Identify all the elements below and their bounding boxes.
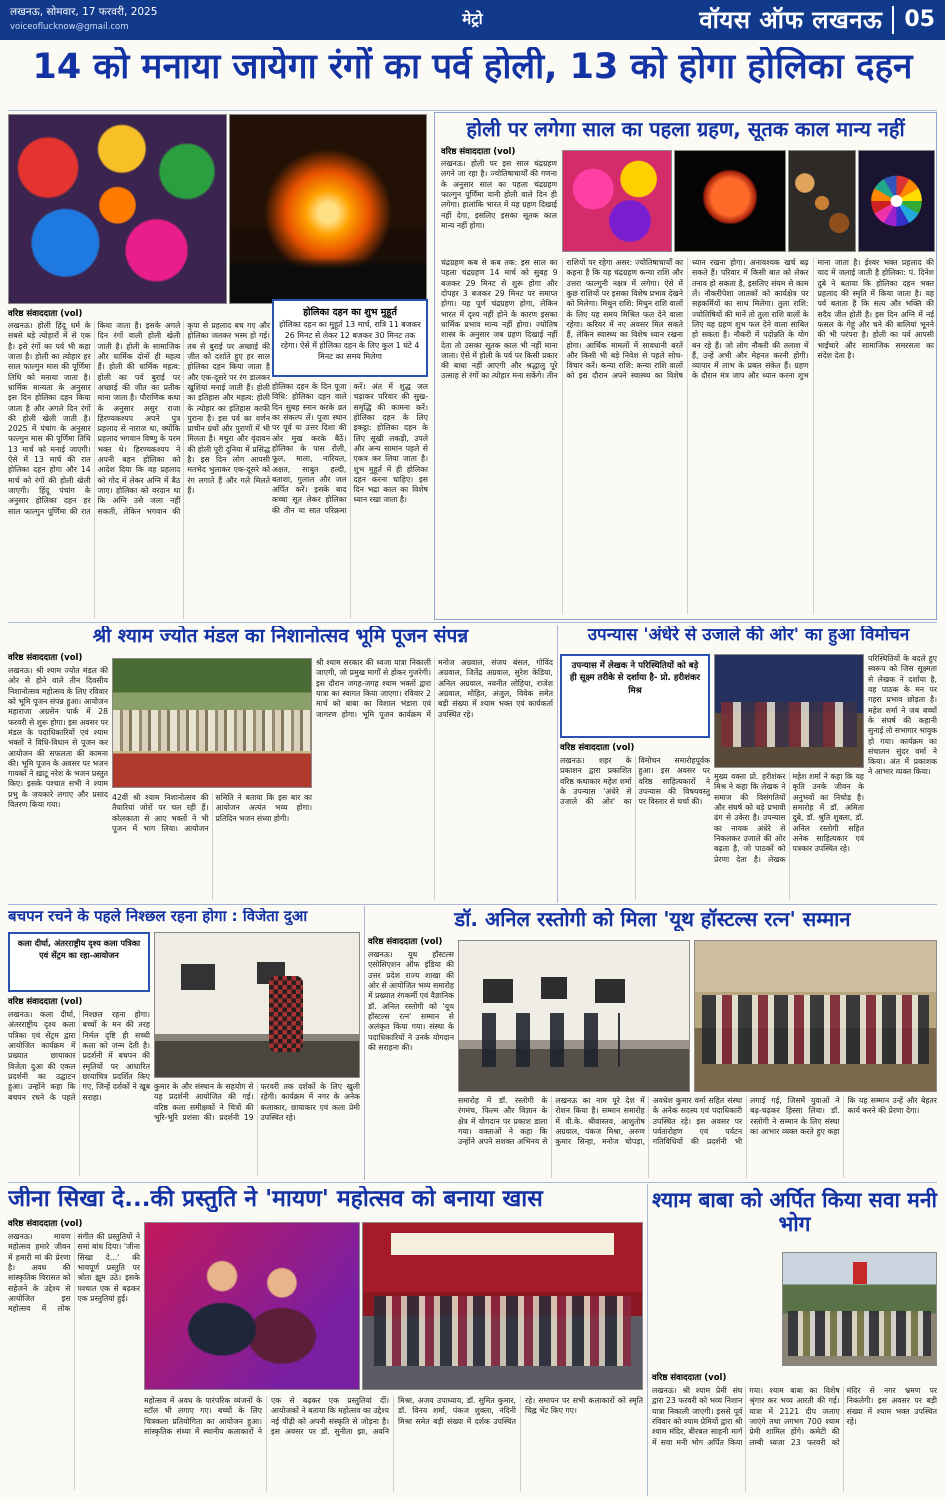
novel-quote-box bbox=[560, 654, 710, 738]
shyam-headline: श्याम बाबा को अर्पित किया सवा मनी भोग bbox=[652, 1188, 937, 1237]
eclipse-headline: होली पर लगेगा साल का पहला ग्रहण, सूतक काल मान्य नहीं bbox=[466, 118, 905, 141]
novel-col1: लखनऊ। शहर के प्रकाशन द्वारा प्रकाशित वरिष्ठ कथाकार महेश शर्मा के उपन्यास 'अंधेरे से उजाले की ओर' का विमोचन समारोहपूर्वक हुआ। इस अवसर पर वरिष्ठ साहित्यकारों ने उपन्यास की विषयवस्तु पर विस्तार से चर्चा की। bbox=[560, 756, 710, 807]
award-gallery-photo bbox=[458, 940, 690, 1092]
holi-colors-photo bbox=[8, 114, 227, 304]
pujan-byline: वरिष्ठ संवाददाता (vol) bbox=[8, 653, 83, 663]
vijeta-bottom: कुमार के और संस्थान के सहयोग से यह प्रदर्शनी आयोजित की गई। वरिष्ठ कला समीक्षकों ने चित्रों की भूरि-भूरि प्रशंसा की। प्रदर्शनी 19 फरवरी तक दर्शकों के लिए खुली रहेगी। कार्यक्रम में नगर के अनेक कलाकार, छायाकार एवं कला प्रेमी उपस्थित रहे। bbox=[154, 1082, 360, 1122]
novel-mid: मुख्य वक्ता प्रो. हरीशंकर मिश्र ने कहा कि लेखक ने समाज की विसंगतियों और संघर्ष को बड़े प्रभावी ढंग से उकेरा है। उपन्यास का नायक अंधेरे से निकलकर उजाले की ओर बढ़ता है, जो पाठकों को प्रेरणा देता है। लेखक महेश शर्मा ने कहा कि यह कृति उनके जीवन के अनुभवों का निचोड़ है। समारोह में डॉ. अमिता दुबे, डॉ. श्रुति शुक्ला, डॉ. अनिल रस्तोगी सहित अनेक साहित्यकार एवं पत्रकार उपस्थित रहे। bbox=[714, 772, 864, 864]
lead-body-right: होलिका दहन के दिन पूजा विधि: होलिका दहन वाले दिन सुबह स्नान करके व्रत का संकल्प लें। पूजा स्थान पर पूर्व या उत्तर दिशा की ओर मुख करके बैठें। होलिका के पास रोली, फूल, माला, नारियल, अक्षत, साबुत हल्दी, बताशा, गुलाल और जल अर्पित करें। इसके बाद कच्चा सूत लेकर होलिका की तीन या सात परिक्रमा करें। अंत में शुद्ध जल चढ़ाकर परिवार की सुख-समृद्धि की कामना करें। होलिका दहन के लिए इकट्ठा: होलिका दहन के लिए सूखी लकड़ी, उपले और अन्य सामान पहले से एकत्र कर लिया जाता है। शुभ मुहूर्त में ही होलिका दहन करना चाहिए। इस दिन भद्रा काल का विशेष ध्यान रखा जाता है। bbox=[272, 382, 428, 515]
novel-quote: उपन्यास में लेखक ने परिस्थितियों को बड़े ही सूक्ष्म तरीके से दर्शाया है- प्रो. हरीशंकर मिश्र bbox=[569, 661, 701, 696]
book-launch-photo bbox=[714, 654, 864, 768]
divider bbox=[647, 1184, 648, 1496]
eclipse-intro: लखनऊ। होली पर इस साल चंद्रग्रहण लगने जा रहा है। ज्योतिषाचार्यों की गणना के अनुसार साल का पहला चंद्रग्रहण फाल्गुन पूर्णिमा यानी होली वाले दिन ही लगेगा। हालांकि भारत में यह ग्रहण दिखाई नहीं देगा, इसलिए इसका सूतक काल मान्य नहीं होगा। bbox=[441, 159, 557, 230]
holi-paint-photo bbox=[562, 150, 672, 252]
eclipse-body: चंद्रग्रहण कब से कब तक: इस साल का पहला चंद्रग्रहण 14 मार्च को सुबह 9 बजकर 29 मिनट से शुरू होगा और दोपहर 3 बजकर 29 मिनट पर समाप्त होगा। यह पूर्ण चंद्रग्रहण होगा, लेकिन भारत में दृश्य नहीं होने के कारण इसका धार्मिक प्रभाव मान्य नहीं होगा। ज्योतिष शास्त्र के अनुसार जब ग्रहण दिखाई नहीं देता तो उसका सूतक काल भी नहीं माना जाता। ऐसे में होली के पर्व पर किसी प्रकार की बाधा नहीं आएगी और श्रद्धालु पूरे उत्साह से रंगों का त्योहार मना सकेंगे। तीन राशियों पर रहेगा असर: ज्योतिषाचार्यों का कहना है कि यह चंद्रग्रहण कन्या राशि और उत्तरा फाल्गुनी नक्षत्र में लगेगा। ऐसे में कुछ राशियों पर इसका विशेष प्रभाव देखने को मिलेगा। मिथुन राशि: मिथुन राशि वालों के लिए यह समय मिश्रित फल देने वाला रहेगा। करियर में नए अवसर मिल सकते हैं, लेकिन स्वास्थ्य का विशेष ध्यान रखना होगा। आर्थिक मामलों में सावधानी बरतें और किसी भी बड़े निवेश से पहले सोच-विचार करें। कन्या राशि: कन्या राशि वालों को इस दौरान अपने स्वास्थ्य का विशेष ध्यान रखना होगा। अनावश्यक खर्च बढ़ सकते हैं। परिवार में किसी बात को लेकर तनाव हो सकता है, इसलिए संयम से काम लें। नौकरीपेशा जातकों को कार्यक्षेत्र पर सहकर्मियों का साथ मिलेगा। तुला राशि: ज्योतिषियों की मानें तो तुला राशि वालों के लिए यह ग्रहण शुभ फल देने वाला साबित हो सकता है। नौकरी में पदोन्नति के योग बन रहे हैं। जो लोग नौकरी की तलाश में हैं, उन्हें अभी और मेहनत करनी होगी। व्यापार में लाभ के प्रबल संकेत हैं। ग्रहण के दौरान मंत्र जाप और ध्यान करना शुभ माना जाता है। ईश्वर भक्त प्रहलाद की याद में जलाई जाती है होलिका: पं. दिनेश दुबे ने बताया कि होलिका दहन भक्त प्रहलाद की स्मृति में किया जाता है। यह पर्व बताता है कि सत्य और भक्ति की सदैव जीत होती है। इस दिन अग्नि में नई फसल के गेहूं और चने की बालियां भूनने की भी परंपरा है। होली का पर्व आपसी भाईचारे और सामाजिक समरसता का संदेश देता है। bbox=[441, 258, 934, 381]
rastogi-col1: लखनऊ। यूथ हॉस्टल्स एसोसिएशन ऑफ इंडिया की उत्तर प्रदेश राज्य शाखा की ओर से आयोजित भव्य समारोह में प्रख्यात रंगकर्मी एवं वैज्ञानिक डॉ. अनिल रस्तोगी को 'यूथ हॉस्टल्स रत्न' सम्मान से अलंकृत किया गया। संस्था के पदाधिकारियों ने उनके योगदान की सराहना की। bbox=[368, 950, 454, 1052]
bhoomi-pujan-photo bbox=[112, 658, 312, 788]
email-text: voiceoflucknow@gmail.com bbox=[10, 22, 129, 32]
vijeta-byline: वरिष्ठ संवाददाता (vol) bbox=[8, 997, 83, 1007]
masthead-right bbox=[699, 3, 935, 36]
moon-phases-photo bbox=[788, 150, 856, 252]
lead-byline: वरिष्ठ संवाददाता (vol) bbox=[8, 309, 83, 319]
shyam-body: लखनऊ। श्री श्याम प्रेमी संघ द्वारा 23 फरवरी को भव्य निशान यात्रा निकाली जाएगी। इससे पूर्व रविवार को श्याम प्रेमियों द्वारा श्री श्याम मंदिर, बीरबल साहनी मार्ग में सवा मनी भोग अर्पित किया गया। श्याम बाबा का विशेष श्रृंगार कर भव्य आरती की गई। यात्रा में 2121 दीप जलाए जाएंगे तथा लगभग 700 श्याम प्रेमी शामिल होंगे। कमेटी की लम्बी ध्वजा 23 फरवरी को मंदिर से नगर भ्रमण पर निकलेगी। इस अवसर पर बड़ी संख्या में श्याम भक्त उपस्थित रहे। bbox=[652, 1386, 937, 1447]
mayan-bottom: महोत्सव में अवध के पारंपरिक व्यंजनों के स्टॉल भी लगाए गए। बच्चों के लिए चित्रकला प्रतियोगिता का आयोजन हुआ। सांस्कृतिक संध्या में स्थानीय कलाकारों ने एक से बढ़कर एक प्रस्तुतियां दीं। आयोजकों ने बताया कि महोत्सव का उद्देश्य नई पीढ़ी को अपनी संस्कृति से जोड़ना है। इस अवसर पर डॉ. सुनीता झा, अवनि मिश्रा, अजय उपाध्याय, डॉ. सुमित कुमार, डॉ. विनय शर्मा, पंकज शुक्ला, नंदिनी मिश्रा समेत बड़ी संख्या में दर्शक उपस्थित रहे। समापन पर सभी कलाकारों को स्मृति चिह्न भेंट किए गए। bbox=[144, 1396, 643, 1436]
divider bbox=[8, 110, 937, 111]
rastogi-headline: डॉ. अनिल रस्तोगी को मिला 'यूथ हॉस्टल्स रत्न' सम्मान bbox=[454, 908, 851, 931]
pujan-mid: 42वीं श्री श्याम निशानोत्सव की तैयारियां जोरों पर चल रही हैं। कोलकाता से आए भक्तों ने भी पूजन में भाग लिया। आयोजन समिति ने बताया कि इस बार का आयोजन अत्यंत भव्य होगा। प्रतिदिन भजन संध्या होगी। bbox=[112, 793, 312, 833]
award-group-photo bbox=[694, 940, 937, 1092]
section-label: मेट्रो bbox=[462, 10, 483, 28]
festival-stage-photo bbox=[362, 1222, 643, 1390]
singers-stage-photo bbox=[144, 1222, 360, 1390]
muhurat-box-body: होलिका दहन का मुहूर्त 13 मार्च, रात्रि 11 बजकर 26 मिनट से लेकर 12 बजकर 30 मिनट तक रहेगा। ऐसे में होलिका दहन के लिए कुल 1 घंटे 4 मिनट का समय मिलेगा bbox=[279, 320, 421, 362]
muhurat-box bbox=[272, 299, 428, 377]
zodiac-wheel-photo bbox=[858, 150, 935, 252]
eclipse-byline: वरिष्ठ संवाददाता (vol) bbox=[441, 147, 516, 157]
mayan-byline: वरिष्ठ संवाददाता (vol) bbox=[8, 1219, 83, 1229]
masthead-bar bbox=[0, 0, 945, 40]
vijeta-info-box bbox=[8, 932, 150, 992]
blood-moon-photo bbox=[674, 150, 786, 252]
muhurat-box-title: होलिका दहन का शुभ मुहूर्त bbox=[303, 307, 397, 318]
vijeta-gallery-photo bbox=[154, 932, 360, 1078]
novel-right: परिस्थितियों के बदले हुए स्वरूप को जिस सूक्ष्मता से लेखक ने दर्शाया है, वह पाठक के मन पर गहरा प्रभाव छोड़ता है। महेश शर्मा ने जब बच्चों के संघर्ष की कहानी सुनाई तो सभागार भावुक हो गया। कार्यक्रम का संचालन सुंदर वर्मा ने किया। अंत में प्रकाशक ने आभार व्यक्त किया। bbox=[868, 654, 937, 777]
divider bbox=[8, 622, 937, 623]
mayan-col1: लखनऊ। मायण महोत्सव हमारे जीवन में हमारी मां की प्रेरणा है। अवध की सांस्कृतिक विरासत को सहेजने के उद्देश्य से आयोजित इस महोत्सव में लोक संगीत की प्रस्तुतियों ने समां बांध दिया। 'जीना सिखा दे...' की भावपूर्ण प्रस्तुति पर श्रोता झूम उठे। इसके पश्चात एक से बढ़कर एक प्रस्तुतियां हुईं। bbox=[8, 1232, 140, 1314]
shyam-procession-photo bbox=[782, 1252, 937, 1366]
divider bbox=[8, 1182, 937, 1183]
rastogi-bottom: समारोह में डॉ. रस्तोगी के रंगमंच, फिल्म और विज्ञान के क्षेत्र में योगदान पर प्रकाश डाला गया। वक्ताओं ने कहा कि उन्होंने अपने सशक्त अभिनय से लखनऊ का नाम पूरे देश में रोशन किया है। सम्मान समारोह में वी.के. श्रीवास्तव, आशुतोष अग्रवाल, पंकज मिश्रा, अरुण कुमार सिन्हा, मनोज चोपड़ा, अवधेश कुमार वर्मा सहित संस्था के अनेक सदस्य एवं पदाधिकारी उपस्थित रहे। इस अवसर पर पर्वतारोहण एवं पर्यटन गतिविधियों की प्रदर्शनी भी लगाई गई, जिसमें युवाओं ने बढ़-चढ़कर हिस्सा लिया। डॉ. रस्तोगी ने सम्मान के लिए संस्था का आभार व्यक्त करते हुए कहा कि यह सम्मान उन्हें और बेहतर कार्य करने की प्रेरणा देगा। bbox=[458, 1096, 937, 1147]
dateline: लखनऊ, सोमवार, 17 फरवरी, 2025 bbox=[10, 6, 158, 18]
masthead-divider bbox=[892, 6, 894, 34]
rastogi-byline: वरिष्ठ संवाददाता (vol) bbox=[368, 937, 443, 947]
page-number: 05 bbox=[904, 7, 935, 32]
novel-byline: वरिष्ठ संवाददाता (vol) bbox=[560, 743, 635, 753]
vijeta-left: लखनऊ। कला दीर्घा, अंतरराष्ट्रीय दृश्य कला पत्रिका एवं सेंट्रम द्वारा आयोजित कार्यक्रम में प्रख्यात छायाकार विजेता दुआ की एकल प्रदर्शनी का उद्घाटन हुआ। उन्होंने कहा कि बचपन रचने के पहले निश्छल रहना होगा। बच्चों के मन की तरह निर्मल दृष्टि ही सच्ची कला को जन्म देती है। प्रदर्शनी में बचपन की स्मृतियों पर आधारित छायाचित्र प्रदर्शित किए गए, जिन्हें दर्शकों ने खूब सराहा। bbox=[8, 1010, 150, 1102]
lead-headline: 14 को मनाया जायेगा रंगों का पर्व होली, 13 को होगा होलिका दहन bbox=[32, 47, 913, 87]
vijeta-headline: बचपन रचने के पहले निश्छल रहना होगा : विजेता दुआ bbox=[8, 908, 308, 925]
pujan-right: श्री श्याम सरकार की ध्वजा यात्रा निकाली जाएगी, जो प्रमुख मार्गों से होकर गुजरेगी। इस दौरान जगह-जगह श्याम भक्तों द्वारा यात्रा का स्वागत किया जाएगा। रविवार 2 मार्च को बाबा का विशाल भंडारा एवं जागरण होगा। भूमि पूजन कार्यक्रम में मनोज अग्रवाल, संजय बंसल, गोविंद अग्रवाल, जितेंद्र अग्रवाल, सुरेश केडिया, अनिल अग्रवाल, नवनीत लोहिया, राजेश अग्रवाल, मोहित, अंजुल, विवेक समेत बड़ी संख्या में श्याम भक्त एवं कार्यकर्ता उपस्थित रहे। bbox=[316, 658, 553, 719]
vijeta-info-text: कला दीर्घा, अंतरराष्ट्रीय दृश्य कला पत्रिका एवं सेंट्रम का रहा-आयोजन bbox=[17, 938, 141, 960]
divider bbox=[8, 904, 937, 905]
holika-bonfire-photo bbox=[229, 114, 427, 304]
pujan-col1: लखनऊ। श्री श्याम ज्योत मंडल की ओर से होने वाले तीन दिवसीय निशानोत्सव महोत्सव के लिए रविवार को भूमि पूजन संपन्न हुआ। आयोजन महाराजा अग्रसेन पार्क में 28 फरवरी से शुरू होगा। इस अवसर पर मंडल के पदाधिकारियों एवं श्याम भक्तों ने विधि-विधान से पूजन कर आयोजन की सफलता की कामना की। भूमि पूजन के अवसर पर भजन गायकों ने खाटू नरेश के भजन प्रस्तुत किए। इसके पश्चात सभी ने श्याम प्रभु के जयकारे लगाए और प्रसाद वितरण किया गया। bbox=[8, 666, 108, 810]
pujan-headline: श्री श्याम ज्योत मंडल का निशानोत्सव भूमि पूजन संपन्न bbox=[92, 626, 469, 647]
novel-headline: उपन्यास 'अंधेरे से उजाले की ओर' का हुआ विमोचन bbox=[587, 626, 910, 645]
mayan-headline: जीना सिखा दे...की प्रस्तुति ने 'मायण' महोत्सव को बनाया खास bbox=[8, 1186, 543, 1212]
divider bbox=[557, 625, 558, 903]
paper-name: वॉयस ऑफ लखनऊ bbox=[699, 6, 883, 34]
shyam-byline: वरिष्ठ संवाददाता (vol) bbox=[652, 1373, 727, 1383]
divider bbox=[364, 906, 365, 1180]
lead-body-left: लखनऊ। होली हिंदू धर्म के सबसे बड़े त्योहारों में से एक है। इसे रंगों का पर्व भी कहा जाता है। होली का त्योहार हर साल फाल्गुन मास की पूर्णिमा तिथि को मनाया जाता है। धार्मिक मान्यता के अनुसार इस दिन होलिका दहन किया जाता है और अगले दिन रंगों की होली खेली जाती है। 2025 में पंचांग के अनुसार फाल्गुन मास की पूर्णिमा तिथि 13 मार्च को मनाई जाएगी। ऐसे में 13 मार्च की रात होलिका दहन होगा और 14 मार्च को रंगों की होली खेली जाएगी। हिंदू पंचांग के अनुसार होलिका दहन हर साल फाल्गुन पूर्णिमा की रात किया जाता है। इसके अगले दिन रंगों वाली होली खेली जाती है। होली के सामाजिक और धार्मिक दोनों ही महत्व हैं। होली की धार्मिक महत्व: होली का पर्व बुराई पर अच्छाई की जीत का प्रतीक माना जाता है। पौराणिक कथा के अनुसार असुर राजा हिरण्यकश्यप अपने पुत्र प्रहलाद से नाराज था, क्योंकि प्रहलाद भगवान विष्णु के परम भक्त थे। हिरण्यकश्यप ने अपनी बहन होलिका को आदेश दिया कि वह प्रहलाद को गोद में लेकर अग्नि में बैठ जाए। होलिका को वरदान था कि अग्नि उसे जला नहीं सकती, लेकिन भगवान की कृपा से प्रहलाद बच गए और होलिका जलकर भस्म हो गई। तब से बुराई पर अच्छाई की जीत को दर्शाते हुए हर साल होलिका दहन किया जाता है और एक-दूसरे पर रंग डालकर खुशियां मनाई जाती हैं। होली का इतिहास और महत्व: होली के त्योहार का इतिहास काफी पुराना है। इस पर्व का वर्णन प्राचीन ग्रंथों और पुराणों में भी मिलता है। मथुरा और वृंदावन की होली पूरी दुनिया में प्रसिद्ध है। इस दिन लोग आपसी मतभेद भुलाकर एक-दूसरे को रंग लगाते हैं और गले मिलते हैं। bbox=[8, 321, 270, 516]
